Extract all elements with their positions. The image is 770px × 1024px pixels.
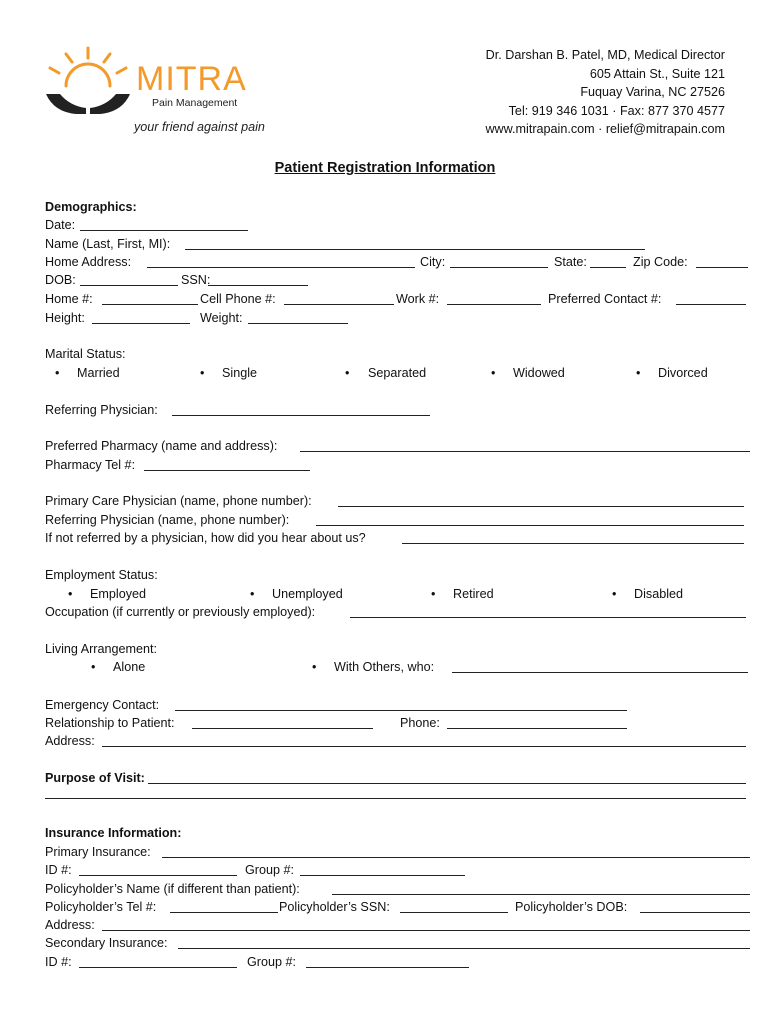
marital-option-widowed[interactable]: Widowed (513, 366, 565, 380)
secondary-group-field[interactable] (306, 967, 469, 968)
marital-label-row (0, 345, 770, 363)
field-label: If not referred by a physician, how did you hear about us? (45, 531, 366, 545)
tagline: your friend against pain (134, 120, 265, 134)
purpose-field-line-2[interactable] (45, 798, 746, 799)
field-label: Pharmacy Tel #: (45, 458, 136, 472)
bullet-icon: • (68, 587, 73, 601)
bullet-icon: • (312, 660, 317, 674)
marital-option-single[interactable]: Single (222, 366, 258, 380)
referring-physician-field[interactable] (172, 415, 430, 416)
field-label: Weight: (200, 311, 243, 325)
field-label: Purpose of Visit: (45, 771, 145, 785)
marital-option-married[interactable]: Married (77, 366, 120, 380)
id-group-row-2 (0, 953, 770, 971)
demographics-heading-row (0, 198, 770, 216)
field-label: ID #: (45, 863, 72, 877)
secondary-insurance-field[interactable] (178, 948, 750, 949)
field-label: Referring Physician (name, phone number): (45, 513, 290, 527)
cell-phone-field[interactable] (284, 304, 394, 305)
pcp-row (0, 492, 770, 510)
field-label: Primary Insurance: (45, 845, 151, 859)
occupation-field[interactable] (350, 617, 746, 618)
work-phone-field[interactable] (447, 304, 541, 305)
dob-row (0, 271, 770, 289)
field-label: Employment Status: (45, 568, 158, 582)
state-field[interactable] (590, 267, 626, 268)
date-field[interactable] (80, 230, 248, 231)
height-field[interactable] (92, 323, 190, 324)
employment-option-unemployed[interactable]: Unemployed (272, 587, 343, 601)
address-row (0, 253, 770, 271)
field-label: Marital Status: (45, 347, 126, 361)
insurance-address-field[interactable] (102, 930, 750, 931)
phone-row (0, 290, 770, 308)
field-label: Relationship to Patient: (45, 716, 175, 730)
marital-options-row (0, 364, 770, 382)
referring-phone-field[interactable] (316, 525, 744, 526)
pcp-field[interactable] (338, 506, 744, 507)
field-label: Primary Care Physician (name, phone number): (45, 494, 312, 508)
name-field[interactable] (185, 249, 645, 250)
height-row (0, 309, 770, 327)
field-label: Preferred Contact #: (548, 292, 662, 306)
relationship-field[interactable] (192, 728, 373, 729)
pharmacy-tel-row (0, 456, 770, 474)
field-label: Date: (45, 218, 76, 232)
bullet-icon: • (250, 587, 255, 601)
employment-option-retired[interactable]: Retired (453, 587, 494, 601)
living-option-alone[interactable]: Alone (113, 660, 146, 674)
mitra-logo (40, 42, 270, 126)
secondary-id-field[interactable] (79, 967, 237, 968)
field-label: Address: (45, 918, 95, 932)
living-option-others[interactable]: With Others, who: (334, 660, 435, 674)
weight-field[interactable] (248, 323, 348, 324)
employment-option-employed[interactable]: Employed (90, 587, 147, 601)
marital-option-divorced[interactable]: Divorced (658, 366, 708, 380)
name-row (0, 235, 770, 253)
employment-option-disabled[interactable]: Disabled (634, 587, 684, 601)
field-label: State: (554, 255, 587, 269)
field-label: Policyholder’s Name (if different than patient): (45, 882, 300, 896)
field-label: Name (Last, First, MI): (45, 237, 171, 251)
living-options-row (0, 658, 770, 676)
city-field[interactable] (450, 267, 548, 268)
ssn-field[interactable] (208, 285, 308, 286)
brand-name: MITRA (136, 60, 247, 98)
primary-insurance-field[interactable] (162, 857, 750, 858)
field-label: City: (420, 255, 446, 269)
field-label: Living Arrangement: (45, 642, 158, 656)
bullet-icon: • (491, 366, 496, 380)
bullet-icon: • (612, 587, 617, 601)
employment-options-row (0, 585, 770, 603)
living-others-field[interactable] (452, 672, 748, 673)
bullet-icon: • (636, 366, 641, 380)
pharmacy-tel-field[interactable] (144, 470, 310, 471)
date-row (0, 216, 770, 234)
sun-hands-logo-icon (40, 42, 270, 126)
hear-row (0, 529, 770, 547)
field-label: Cell Phone #: (200, 292, 276, 306)
brand-subtitle: Pain Management (152, 97, 238, 109)
section-heading: Demographics: (45, 200, 137, 214)
field-label: Referring Physician: (45, 403, 158, 417)
insurance-address-row (0, 916, 770, 934)
referring-phone-row (0, 511, 770, 529)
pharmacy-row (0, 437, 770, 455)
bullet-icon: • (431, 587, 436, 601)
id-field[interactable] (79, 875, 237, 876)
section-heading: Insurance Information: (45, 826, 182, 840)
group-field[interactable] (300, 875, 465, 876)
purpose-row-2 (0, 784, 770, 802)
emergency-contact-field[interactable] (175, 710, 627, 711)
field-label: Address: (45, 734, 95, 748)
insurance-heading-row (0, 824, 770, 842)
home-address-field[interactable] (147, 267, 415, 268)
field-label: Home Address: (45, 255, 132, 269)
holder-name-row (0, 880, 770, 898)
emergency-phone-field[interactable] (447, 728, 627, 729)
bullet-icon: • (55, 366, 60, 380)
pharmacy-field[interactable] (300, 451, 750, 452)
hear-about-field[interactable] (402, 543, 744, 544)
policyholder-dob-field[interactable] (640, 912, 750, 913)
header-phone-fax: Tel: 919 346 1031 · Fax: 877 370 4577 (508, 103, 725, 118)
occupation-row (0, 603, 770, 621)
field-label: Secondary Insurance: (45, 936, 168, 950)
field-label: ID #: (45, 955, 72, 969)
field-label: Work #: (396, 292, 440, 306)
holder-details-row (0, 898, 770, 916)
practice-header (485, 46, 725, 139)
field-label: Home #: (45, 292, 93, 306)
relationship-row (0, 714, 770, 732)
field-label: Height: (45, 311, 85, 325)
field-label: Preferred Pharmacy (name and address): (45, 439, 278, 453)
header-street: 605 Attain St., Suite 121 (589, 66, 725, 81)
field-label: Zip Code: (633, 255, 688, 269)
header-city: Fuquay Varina, NC 27526 (580, 85, 725, 100)
field-label: Group #: (247, 955, 297, 969)
field-label: SSN: (181, 273, 211, 287)
primary-insurance-row (0, 843, 770, 861)
header-web-email: www.mitrapain.com · relief@mitrapain.com (485, 122, 725, 137)
policyholder-ssn-field[interactable] (400, 912, 508, 913)
id-group-row (0, 861, 770, 879)
policyholder-name-field[interactable] (332, 894, 750, 895)
marital-option-separated[interactable]: Separated (368, 366, 427, 380)
field-label: Policyholder’s Tel #: (45, 900, 157, 914)
field-label: Occupation (if currently or previously employed): (45, 605, 316, 619)
field-label: Group #: (245, 863, 295, 877)
secondary-insurance-row (0, 934, 770, 952)
field-label: Policyholder’s SSN: (279, 900, 390, 914)
bullet-icon: • (200, 366, 205, 380)
header-director: Dr. Darshan B. Patel, MD, Medical Director (485, 48, 725, 62)
field-label: DOB: (45, 273, 76, 287)
page-title: Patient Registration Information (274, 160, 496, 176)
referring-row (0, 401, 770, 419)
bullet-icon: • (91, 660, 96, 674)
field-label: Emergency Contact: (45, 698, 160, 712)
zip-field[interactable] (696, 267, 748, 268)
dob-field[interactable] (80, 285, 178, 286)
emergency-address-field[interactable] (102, 746, 746, 747)
emergency-address-row (0, 732, 770, 750)
living-label-row (0, 640, 770, 658)
policyholder-tel-field[interactable] (170, 912, 278, 913)
employment-label-row (0, 566, 770, 584)
emergency-row (0, 696, 770, 714)
bullet-icon: • (345, 366, 350, 380)
home-phone-field[interactable] (102, 304, 198, 305)
field-label: Phone: (400, 716, 440, 730)
preferred-contact-field[interactable] (676, 304, 746, 305)
field-label: Policyholder’s DOB: (515, 900, 628, 914)
